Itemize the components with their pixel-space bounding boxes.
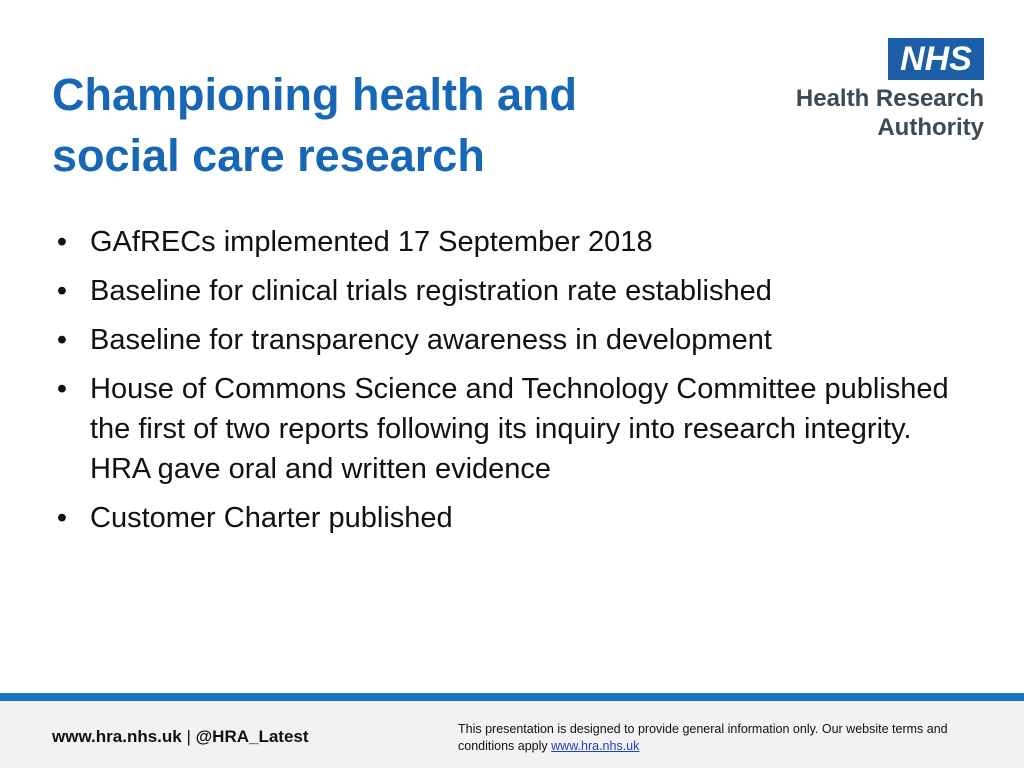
disclaimer-text: This presentation is designed to provide general information only. Our website terms and conditions apply [458,722,948,753]
bullet-item [52,320,972,360]
footer [0,701,1024,768]
bullet-icon: • [56,275,68,307]
bullet-list [52,222,972,547]
nhs-hra-logo [774,38,984,148]
bullet-text: Baseline for clinical trials registration rate established [90,275,772,307]
footer-contact [52,727,309,747]
bullet-item [52,271,972,311]
slide-title: Championing health and social care research [52,69,577,181]
footer-disclaimer [458,721,998,755]
bullet-icon: • [56,502,68,534]
bullet-text: Baseline for transparency awareness in development [90,324,772,356]
nhs-logo-box: NHS [888,38,984,80]
logo-line-2: Authority [877,114,984,141]
footer-twitter: @HRA_Latest [195,727,309,746]
bullet-icon: • [56,324,68,356]
bullet-item [52,369,972,489]
bullet-icon: • [56,373,68,405]
bullet-text: GAfRECs implemented 17 September 2018 [90,226,653,258]
footer-website: www.hra.nhs.uk [52,727,182,746]
bullet-text: Customer Charter published [90,502,453,534]
bullet-text: House of Commons Science and Technology Committee published the first of two reports following its inquiry into research integrity. HRA gave oral and written evidence [90,373,949,485]
footer-link[interactable]: www.hra.nhs.uk [551,739,640,753]
logo-line-1: Health Research [795,85,984,112]
footer-separator: | [181,727,196,746]
bullet-icon: • [56,226,68,258]
bullet-item [52,222,972,262]
bullet-item [52,498,972,538]
footer-band [0,693,1024,701]
